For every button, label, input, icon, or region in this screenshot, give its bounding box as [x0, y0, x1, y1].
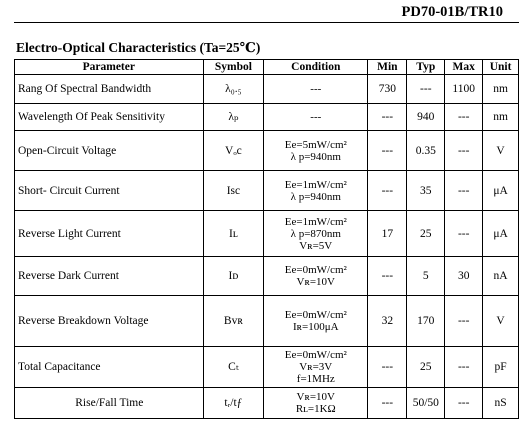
min-cell: ---: [368, 171, 407, 211]
parameter-cell: Reverse Light Current: [15, 211, 204, 257]
max-cell: ---: [445, 211, 483, 257]
column-header: Max: [445, 60, 483, 75]
condition-line: λ p=940nm: [290, 150, 341, 163]
typ-cell: 940: [407, 104, 445, 131]
typ-cell: 170: [407, 296, 445, 347]
table-row: [15, 171, 519, 211]
symbol-cell: Cₜ: [203, 347, 264, 388]
condition-line: λ p=940nm: [290, 190, 341, 203]
section-title: Electro-Optical Characteristics (Ta=25℃): [16, 40, 261, 55]
unit-cell: V: [483, 131, 519, 171]
condition-line: Ee=1mW/cm²: [284, 215, 347, 228]
condition-line: Vʀ=10V: [296, 276, 336, 288]
max-cell: 1100: [445, 75, 483, 104]
symbol-cell: λₚ: [203, 104, 264, 131]
table-header-row: [15, 60, 519, 75]
max-cell: ---: [445, 131, 483, 171]
symbol-cell: Iᴅ: [203, 257, 264, 296]
column-header: Parameter: [15, 60, 204, 75]
condition-line: Ee=5mW/cm²: [284, 138, 347, 151]
table-row: [15, 388, 519, 419]
min-cell: ---: [368, 257, 407, 296]
symbol-cell: Vₒc: [203, 131, 264, 171]
condition-line: Ee=0mW/cm²: [284, 264, 347, 276]
column-header: Typ: [407, 60, 445, 75]
unit-cell: V: [483, 296, 519, 347]
table-row: [15, 211, 519, 257]
min-cell: ---: [368, 347, 407, 388]
symbol-cell: Bᴠʀ: [203, 296, 264, 347]
header-rule: [14, 22, 519, 23]
condition-cell: [264, 171, 368, 211]
parameter-cell: Reverse Breakdown Voltage: [15, 296, 204, 347]
unit-cell: nS: [483, 388, 519, 419]
typ-cell: ---: [407, 75, 445, 104]
typ-cell: 25: [407, 211, 445, 257]
typ-cell: 0.35: [407, 131, 445, 171]
max-cell: 30: [445, 257, 483, 296]
unit-cell: μA: [483, 211, 519, 257]
condition-line: λ p=870nm: [290, 227, 341, 240]
symbol-cell: Iʟ: [203, 211, 264, 257]
column-header: Unit: [483, 60, 519, 75]
condition-cell: [264, 104, 368, 131]
electro-optical-table: [14, 59, 519, 419]
parameter-cell: Short- Circuit Current: [15, 171, 204, 211]
symbol-cell: tᵣ/tƒ: [203, 388, 264, 419]
condition-line: Iʀ=100μA: [293, 321, 339, 333]
condition-line: Vʀ=10V: [296, 391, 336, 403]
condition-cell: [264, 257, 368, 296]
condition-cell: [264, 347, 368, 388]
min-cell: 730: [368, 75, 407, 104]
min-cell: ---: [368, 388, 407, 419]
max-cell: ---: [445, 296, 483, 347]
max-cell: ---: [445, 388, 483, 419]
typ-cell: 5: [407, 257, 445, 296]
condition-line: ---: [310, 111, 322, 123]
condition-line: Vʀ=3V: [299, 361, 333, 373]
unit-cell: nm: [483, 104, 519, 131]
condition-cell: [264, 131, 368, 171]
min-cell: ---: [368, 104, 407, 131]
table-row: [15, 296, 519, 347]
unit-cell: pF: [483, 347, 519, 388]
parameter-cell: Wavelength Of Peak Sensitivity: [15, 104, 204, 131]
condition-line: Rʟ=1KΩ: [295, 403, 336, 415]
condition-cell: [264, 75, 368, 104]
column-header: Min: [368, 60, 407, 75]
max-cell: ---: [445, 104, 483, 131]
document-id: PD70-01B/TR10: [401, 4, 503, 20]
table-row: [15, 131, 519, 171]
unit-cell: μA: [483, 171, 519, 211]
table-row: [15, 104, 519, 131]
parameter-cell: Rise/Fall Time: [15, 388, 204, 419]
parameter-cell: Open-Circuit Voltage: [15, 131, 204, 171]
typ-cell: 25: [407, 347, 445, 388]
parameter-cell: Reverse Dark Current: [15, 257, 204, 296]
parameter-cell: Rang Of Spectral Bandwidth: [15, 75, 204, 104]
condition-line: Ee=1mW/cm²: [284, 178, 347, 191]
condition-cell: [264, 211, 368, 257]
table-row: [15, 347, 519, 388]
unit-cell: nA: [483, 257, 519, 296]
typ-cell: 35: [407, 171, 445, 211]
max-cell: ---: [445, 171, 483, 211]
condition-line: Vʀ=5V: [299, 239, 333, 252]
parameter-cell: Total Capacitance: [15, 347, 204, 388]
min-cell: 32: [368, 296, 407, 347]
condition-line: f=1MHz: [296, 373, 335, 385]
unit-cell: nm: [483, 75, 519, 104]
max-cell: ---: [445, 347, 483, 388]
min-cell: 17: [368, 211, 407, 257]
condition-line: ---: [310, 83, 322, 95]
condition-cell: [264, 296, 368, 347]
column-header: Condition: [264, 60, 368, 75]
condition-cell: [264, 388, 368, 419]
table-row: [15, 75, 519, 104]
min-cell: ---: [368, 131, 407, 171]
condition-line: Ee=0mW/cm²: [284, 349, 347, 361]
condition-line: Ee=0mW/cm²: [284, 309, 347, 321]
table-row: [15, 257, 519, 296]
symbol-cell: λ₀.₅: [203, 75, 264, 104]
column-header: Symbol: [203, 60, 264, 75]
symbol-cell: Isc: [203, 171, 264, 211]
typ-cell: 50/50: [407, 388, 445, 419]
